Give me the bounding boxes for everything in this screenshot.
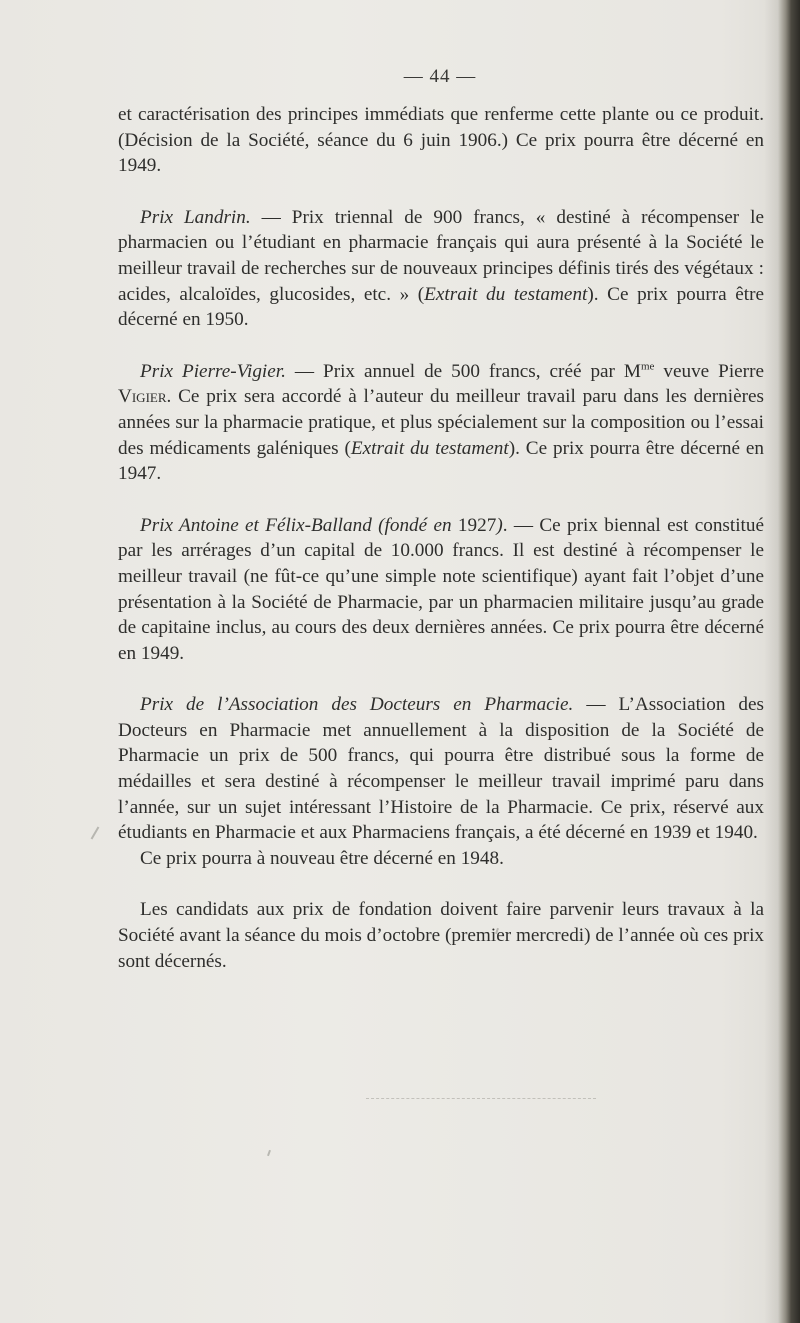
paragraph-text: et caractérisation des principes immédiats que renferme cette plante ou ce produit. (Décision de la Société, séance du 6 juin 1906.) Ce prix pourra être décerné en 1949.: [118, 104, 764, 177]
book-binding-edge: [778, 0, 800, 1323]
paragraph-continuation: [118, 102, 764, 179]
prize-title: Prix Landrin.: [140, 206, 251, 228]
prize-title: Prix de l’Association des Docteurs en Pharmacie.: [140, 694, 574, 716]
faint-rule: [366, 1098, 596, 1099]
paragraph-text: Ce prix pourra à nouveau être décerné en 1948.: [140, 847, 504, 869]
paragraph-text: — Prix triennal de 900 francs, « destiné à récompenser le pharmacien ou l’étudiant en pharmacie français qui aura présenté à la Société le meilleur travail de recherches sur de nouveaux principes définis tirés des végétaux : acides, alcaloïdes, glucosides, etc. » (: [118, 206, 764, 305]
paragraph-note: [118, 846, 764, 872]
superscript: me: [640, 360, 655, 373]
paragraph-prix-balland: [118, 513, 764, 667]
paragraph-text: Les candidats aux prix de fondation doivent faire parvenir leurs travaux à la Société avant la séance du mois d’octobre (premier mercredi) de l’année où ces prix sont décernés.: [118, 899, 764, 972]
paragraph-text: . Ce prix sera accordé à l’auteur du meilleur travail paru dans les dernières années sur la pharmacie pratique, et plus spécialement sur la composition ou l’essai des médicaments galéniques (: [118, 386, 764, 459]
paragraph-text: veuve Pierre: [654, 360, 764, 382]
paragraph-prix-pierre-vigier: [118, 359, 764, 487]
source-citation: Extrait du testament: [424, 283, 588, 305]
binding-shadow: [764, 0, 778, 1323]
paragraph-text: ). Ce prix pourra être décerné en 1950.: [118, 283, 764, 331]
prize-title-close: ): [496, 514, 503, 536]
page-number: — 44 —: [403, 66, 477, 87]
scan-speck: [91, 826, 100, 839]
paragraph-text: ). Ce prix pourra être décerné en 1947.: [118, 437, 764, 485]
paragraph-prix-landrin: [118, 205, 764, 333]
prize-title: Prix Antoine et Félix-Balland (fondé en: [140, 514, 452, 536]
paragraph-prix-association: [118, 692, 764, 846]
paragraph-text: — L’Association des Docteurs en Pharmacie met annuellement à la disposition de la Société de Pharmacie un prix de 500 francs, qui pourra être distribué sous la forme de médailles et sera destiné à récompenser le meilleur travail imprimé paru dans l’année, sur un sujet intéressant l’Histoire de la Pharmacie. Ce prix, réservé aux étudiants en Pharmacie et aux Pharmaciens français, a été décerné en 1939 et 1940.: [118, 694, 764, 844]
person-name: Vigier: [118, 386, 167, 408]
scan-speck: [267, 1150, 271, 1156]
paragraph-candidates: [118, 897, 764, 974]
paragraph-text: — Prix annuel de 500 francs, créé par M: [285, 360, 641, 382]
body-text: [118, 102, 764, 974]
prize-title-year: 1927: [451, 514, 497, 536]
prize-title: Prix Pierre-Vigier.: [140, 360, 286, 382]
source-citation: Extrait du testament: [350, 437, 509, 459]
paragraph-text: . — Ce prix biennal est constitué par les arrérages d’un capital de 10.000 francs. Il est destiné à récompenser le meilleur travail (ne fût-ce qu’une simple note scientifique) ayant fait l’objet d’une présentation à la Société de Pharmacie, par un pharmacien militaire jusqu’au grade de capitaine inclus, au cours des deux dernières années. Ce prix pourra être décerné en 1949.: [118, 514, 764, 664]
